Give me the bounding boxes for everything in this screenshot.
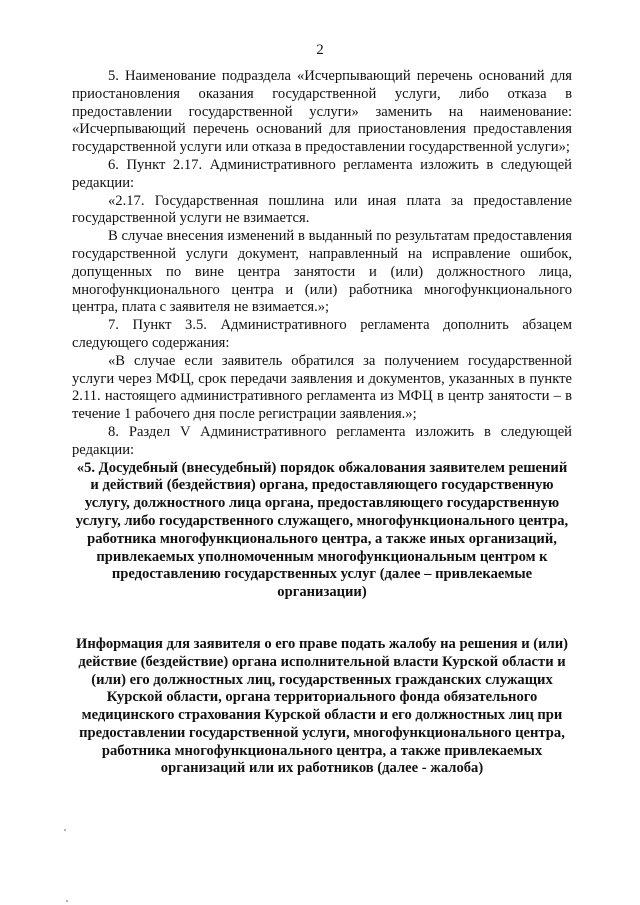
subsection-heading: Информация для заявителя о его праве подать жалобу на решения и (или) действие (бездействие) органа исполнительной власти Курской области и (или) его должностных лиц, государственных гражданских служащих Курской области, органа территориального фонда обязательного медицинского страхования Курской области и его должностных лиц при предоставлении государственной услуги, многофункционального центра, работника многофункционального центра, а также привлекаемых организаций или их работников (далее - жалоба) bbox=[75, 635, 569, 777]
scan-speck bbox=[64, 829, 66, 831]
section-heading: «5. Досудебный (внесудебный) порядок обжалования заявителем решений и действий (бездействия) органа, предоставляющего государственную услугу, должностного лица органа, предоставляющего государственную услугу, либо государственного служащего, многофункционального центра, работника многофункционального центра, а также иных организаций, привлекаемых уполномоченным многофункциональным центром к предоставлению государственных услуг (далее – привлекаемые организации) bbox=[75, 459, 569, 601]
paragraph-item-8: 8. Раздел V Административного регламента изложить в следующей редакции: bbox=[72, 423, 572, 458]
paragraph-item-7: 7. Пункт 3.5. Административного регламента дополнить абзацем следующего содержания: bbox=[72, 317, 572, 351]
document-body bbox=[72, 68, 572, 778]
paragraph-item-5: 5. Наименование подраздела «Исчерпывающий перечень оснований для приостановления оказания государственной услуги, либо отказа в предоставлении государственной услуги» заменить на наименование: «Исчерпывающий перечень оснований для приостановления предоставления государственной услуги или отказа в предоставлении государственной услуги»; bbox=[72, 68, 572, 156]
page-number: 2 bbox=[316, 42, 324, 58]
paragraph-2-17: «2.17. Государственная пошлина или иная плата за предоставление государственной услуги не взимается. bbox=[72, 192, 572, 227]
paragraph-item-6: 6. Пункт 2.17. Административного регламента изложить в следующей редакции: bbox=[72, 156, 572, 191]
scan-speck bbox=[66, 900, 68, 902]
paragraph-changes-case: В случае внесения изменений в выданный по результатам предоставления государственной услуги документ, направленный на исправление ошибок, допущенных по вине центра занятости и (или) должностного лица, многофункционального центра и (или) работника многофункционального центра, плата с заявителя не взимается.»; bbox=[72, 228, 572, 316]
spacer bbox=[72, 602, 572, 636]
paragraph-mfc-case: «В случае если заявитель обратился за получением государственной услуги через МФЦ, срок передачи заявления и документов, указанных в пункте 2.11. настоящего административного регламента из МФЦ в центр занятости – в течение 1 рабочего дня после регистрации заявления.»; bbox=[72, 352, 572, 423]
